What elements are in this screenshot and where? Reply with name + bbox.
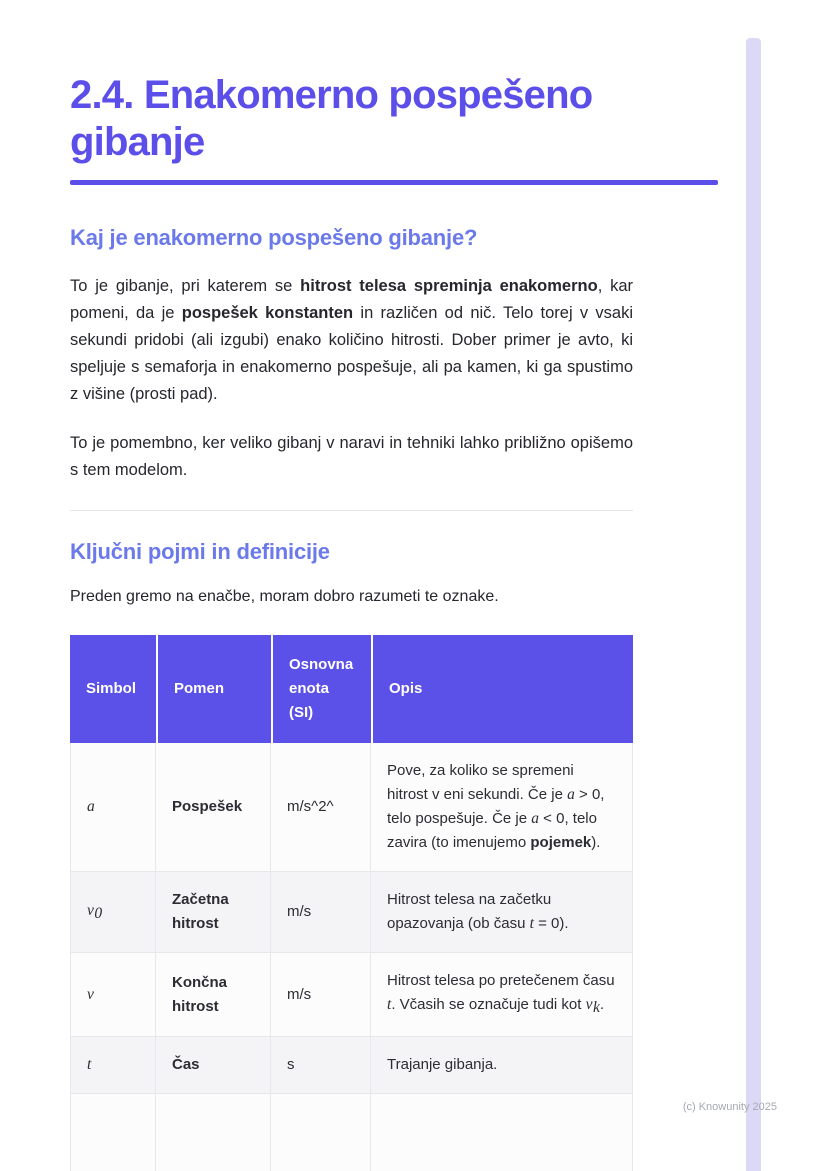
cell-pomen <box>156 1094 271 1171</box>
text-run: in različen od nič. Telo torej v vsaki sekundi pridobi (ali izgubi) enako količino hitrosti. Dober primer je avto, ki speljuje s semaforja in enakomerno pospešuje, ali pa kamen, ki ga spustimo z višine (prosti pad). <box>70 304 634 403</box>
intro-paragraph-1 <box>70 273 633 408</box>
math-symbol: t <box>387 996 392 1013</box>
text-run: . Včasih se označuje tudi kot <box>391 996 586 1013</box>
section-heading-terms: Ključni pojmi in definicije <box>70 539 330 564</box>
cell-simbol <box>70 872 156 953</box>
table-header-cell: Opis <box>371 635 633 743</box>
intro-paragraph-2: To je pomembno, ker veliko gibanj v naravi in tehniki lahko približno opišemo s tem modelom. <box>70 434 633 479</box>
table-header-row <box>70 635 633 743</box>
bold-text: pojemek <box>530 834 592 851</box>
definitions-table <box>70 635 633 1171</box>
math-symbol: v <box>585 996 593 1013</box>
cell-pomen <box>156 872 271 953</box>
math-symbol: v <box>87 985 94 1003</box>
math-symbol: t <box>87 1056 92 1073</box>
math-symbol: a <box>531 810 540 827</box>
cell-enota <box>271 743 371 872</box>
page-title: 2.4. Enakomerno pospešeno gibanje <box>70 73 593 164</box>
text-run: Pove, za koliko se spremeni hitrost v eni sekundi. Če je <box>387 762 574 803</box>
text-run: Hitrost telesa po pretečenem času <box>387 972 615 989</box>
text-run: > 0, telo pospešuje. Če je <box>387 786 605 827</box>
table-row <box>70 1037 633 1094</box>
cell-opis <box>371 953 633 1037</box>
cell-enota <box>271 1037 371 1094</box>
text-run: m/s <box>287 903 312 920</box>
table-row <box>70 872 633 953</box>
cell-pomen <box>156 1037 271 1094</box>
cell-simbol <box>70 1037 156 1094</box>
table-header-cell: Pomen <box>156 635 271 743</box>
math-symbol: t <box>529 915 534 932</box>
table-row <box>70 953 633 1037</box>
scrollbar-track[interactable] <box>746 38 761 1171</box>
cell-opis <box>371 872 633 953</box>
cell-opis <box>371 1094 633 1171</box>
math-symbol: 0 <box>94 904 103 922</box>
math-symbol: a <box>87 798 95 815</box>
cell-opis <box>371 1037 633 1094</box>
cell-pomen <box>156 953 271 1037</box>
cell-enota <box>271 872 371 953</box>
text-run: . <box>599 996 605 1013</box>
math-symbol: v <box>87 901 94 919</box>
table-body <box>70 743 633 1171</box>
text-run: m/s^2^ <box>287 798 334 815</box>
text-run: Hitrost telesa na začetku opazovanja (ob času <box>387 891 552 932</box>
text-run: To je gibanje, pri katerem se <box>70 277 301 295</box>
text-run: < 0, telo zavira (to imenujemo <box>387 810 597 851</box>
table-header-cell: Osnovna enota (SI) <box>271 635 371 743</box>
text-run: m/s <box>287 985 312 1003</box>
bold-text: Končna hitrost <box>172 973 228 1015</box>
document-content <box>70 0 733 1171</box>
text-run: , kar pomeni, da je <box>70 277 633 322</box>
math-symbol: a <box>567 786 575 803</box>
cell-simbol <box>70 1094 156 1171</box>
cell-opis <box>371 743 633 872</box>
cell-pomen <box>156 743 271 872</box>
bold-text: pospešek konstanten <box>181 304 354 322</box>
bold-text: Čas <box>172 1056 200 1073</box>
table-row-partial <box>70 1094 633 1171</box>
cell-simbol <box>70 953 156 1037</box>
text-run: Trajanje gibanja. <box>387 1056 498 1073</box>
cell-simbol <box>70 743 156 872</box>
section-heading-intro: Kaj je enakomerno pospešeno gibanje? <box>70 225 478 250</box>
copyright-notice: (c) Knowunity 2025 <box>682 1101 777 1113</box>
cell-enota <box>271 1094 371 1171</box>
text-run: s <box>287 1056 295 1073</box>
text-run: = 0). <box>533 915 569 932</box>
table-row <box>70 743 633 872</box>
bold-text: Pospešek <box>172 798 243 815</box>
cell-enota <box>271 953 371 1037</box>
text-run: ). <box>591 834 601 851</box>
title-underline <box>70 180 718 185</box>
section-divider <box>70 510 633 511</box>
table-header-cell: Simbol <box>70 635 156 743</box>
math-symbol: k <box>592 999 600 1016</box>
bold-text: Začetna hitrost <box>172 891 229 932</box>
table-intro: Preden gremo na enačbe, moram dobro razumeti te oznake. <box>70 588 499 605</box>
bold-text: hitrost telesa spreminja enakomerno <box>300 277 598 295</box>
